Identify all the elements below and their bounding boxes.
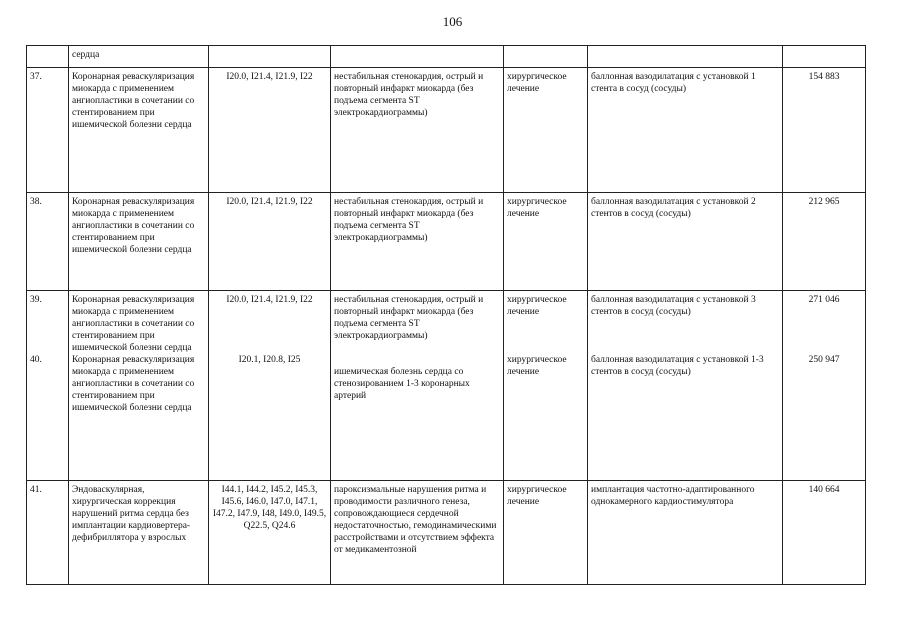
row-number [27, 291, 69, 481]
table-row [27, 46, 866, 68]
price: 212 965 [783, 193, 866, 291]
service-name: Коронарная реваскуляризация миокарда с применением ангиопластики в сочетании со стентированием при ишемической болезни сердца [69, 68, 209, 193]
service-name: Коронарная реваскуляризация миокарда с применением ангиопластики в сочетании со стентированием при ишемической болезни сердца [69, 193, 209, 291]
icd-codes: I20.0, I21.4, I21.9, I22 [209, 193, 331, 291]
treatment-type: хирургическое лечение [504, 481, 588, 585]
treatment-method: имплантация частотно-адаптированного однокамерного кардиостимулятора [588, 481, 783, 585]
treatment-type [504, 291, 588, 481]
cell-empty [588, 46, 783, 68]
row-number: 41. [27, 481, 69, 585]
table-row [27, 68, 866, 193]
icd-codes: I20.0, I21.4, I21.9, I22 [209, 68, 331, 193]
treatment-type-b: хирургическое лечение [507, 355, 567, 377]
icd-codes: I44.1, I44.2, I45.2, I45.3, I45.6, I46.0, I47.0, I47.1, I47.2, I47.9, I48, I49.0, I49.5, Q22.5, Q24.6 [209, 481, 331, 585]
cell-empty [331, 46, 504, 68]
table-row [27, 291, 866, 481]
table-row [27, 481, 866, 585]
price: 154 883 [783, 68, 866, 193]
price: 140 664 [783, 481, 866, 585]
cell-empty [783, 46, 866, 68]
treatment-type: хирургическое лечение [504, 68, 588, 193]
patient-model: пароксизмальные нарушения ритма и проводимости различного генеза, сопровождающиеся сердечной недостаточностью, гемодинамическими расстройствами и отсутствием эффекта от медикаментозной [331, 481, 504, 585]
treatment-method [588, 291, 783, 481]
service-name: Эндоваскулярная, хирургическая коррекция нарушений ритма сердца без имплантации кардиовертера-дефибриллятора у взрослых [69, 481, 209, 585]
treatment-method: баллонная вазодилатация с установкой 2 стентов в сосуд (сосуды) [588, 193, 783, 291]
patient-model: нестабильная стенокардия, острый и повторный инфаркт миокарда (без подъема сегмента ST электрокардиограммы) [331, 68, 504, 193]
services-table [26, 45, 866, 585]
row-number: 37. [27, 68, 69, 193]
treatment-type: хирургическое лечение [504, 193, 588, 291]
row-number-b: 40. [30, 355, 42, 365]
row-number-a: 39. [30, 295, 42, 305]
treatment-method-a: баллонная вазодилатация с установкой 3 стентов в сосуд (сосуды) [591, 295, 756, 317]
price-a: 271 046 [808, 295, 840, 305]
name-cell: сердца [69, 46, 209, 68]
icd-codes-a: I20.0, I21.4, I21.9, I22 [226, 295, 313, 305]
treatment-method: баллонная вазодилатация с установкой 1 стента в сосуд (сосуды) [588, 68, 783, 193]
treatment-method-b: баллонная вазодилатация с установкой 1-3 стентов в сосуд (сосуды) [591, 355, 764, 377]
patient-model [331, 291, 504, 481]
patient-model-b: ишемическая болезнь сердца со стенозированием 1-3 коронарных артерий [334, 367, 470, 401]
cell-empty [209, 46, 331, 68]
icd-codes-b: I20.1, I20.8, I25 [238, 355, 301, 365]
page-number: 106 [442, 14, 463, 29]
icd-codes [209, 291, 331, 481]
price [783, 291, 866, 481]
patient-model: нестабильная стенокардия, острый и повторный инфаркт миокарда (без подъема сегмента ST электрокардиограммы) [331, 193, 504, 291]
table-row [27, 193, 866, 291]
row-number: 38. [27, 193, 69, 291]
price-b: 250 947 [808, 355, 840, 365]
service-name: Коронарная реваскуляризация миокарда с применением ангиопластики в сочетании со стентированием при ишемической болезни сердца Коронарная реваскуляризация миокарда с применением ангиопластики в сочетании со стентированием при ишемической болезни сердца [69, 291, 209, 481]
cell-empty [504, 46, 588, 68]
patient-model-a: нестабильная стенокардия, острый и повторный инфаркт миокарда (без подъема сегмента ST электрокардиограммы) [334, 295, 484, 341]
treatment-type-a: хирургическое лечение [507, 295, 567, 317]
cell-empty [27, 46, 69, 68]
